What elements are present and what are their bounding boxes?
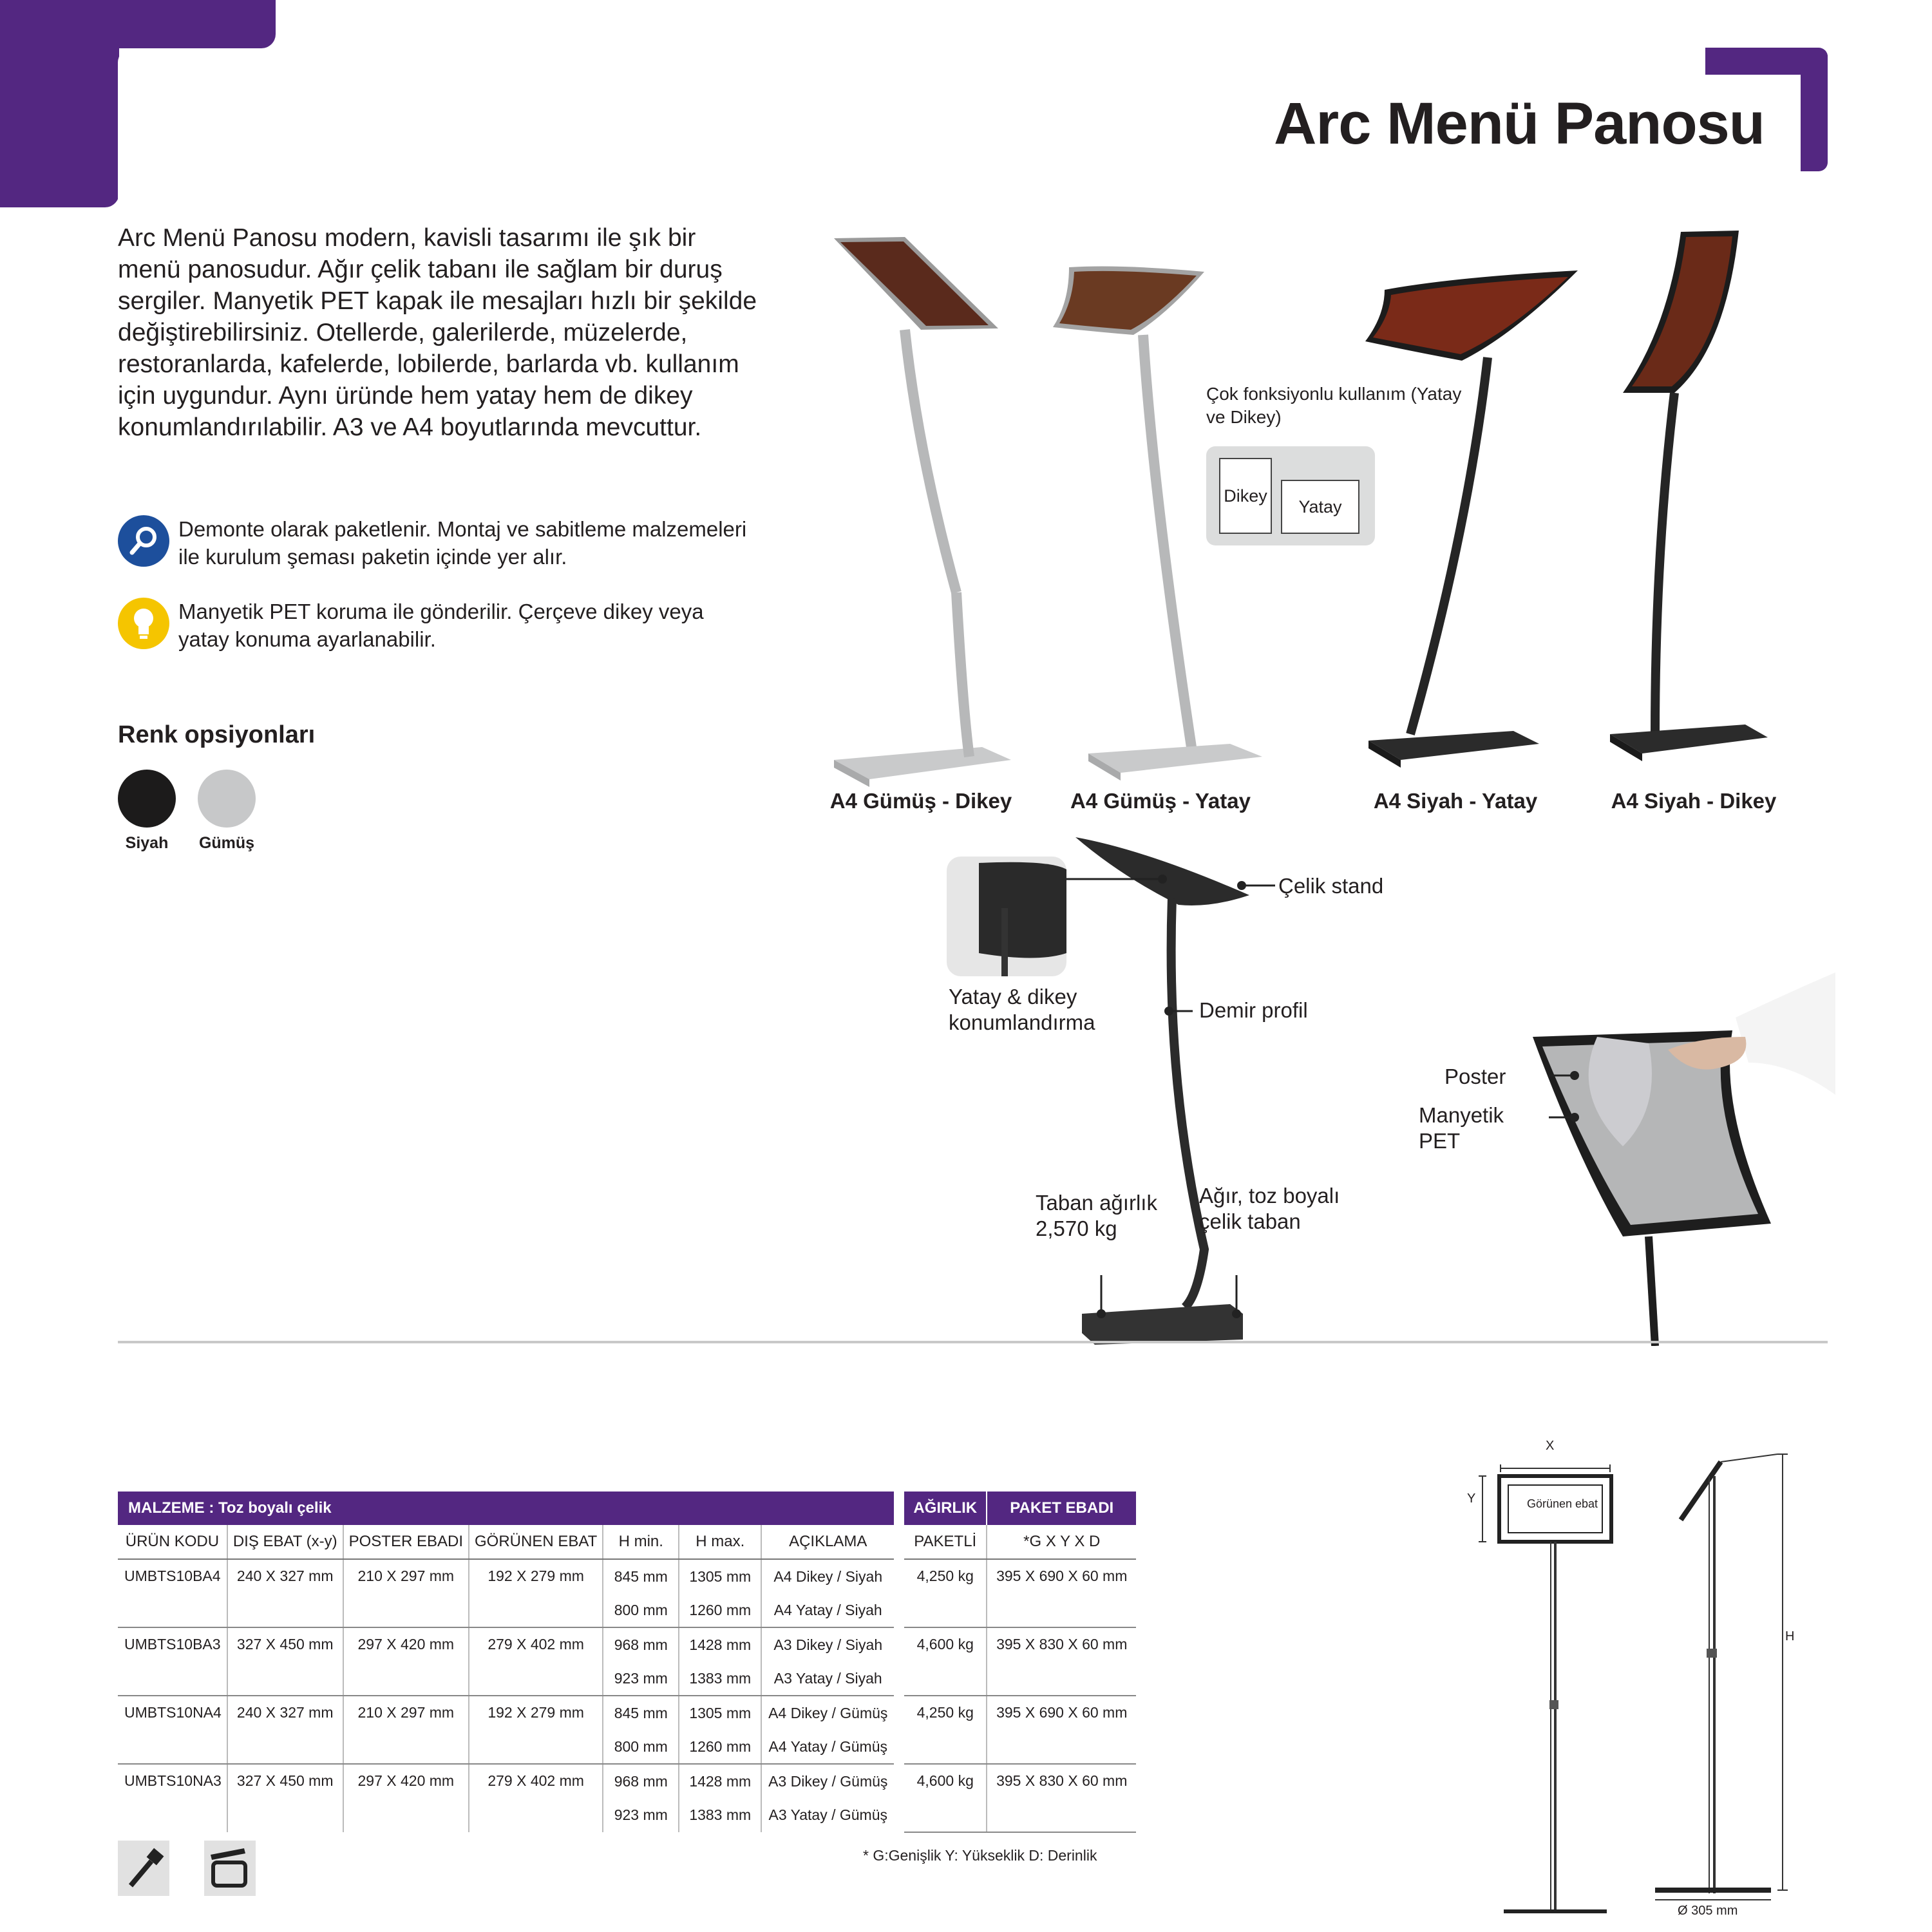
product-silver-vertical — [834, 237, 1011, 787]
product-caption: A4 Siyah - Dikey — [1611, 789, 1777, 813]
product-black-vertical — [1610, 231, 1768, 761]
product-caption: A4 Gümüş - Dikey — [829, 789, 1012, 813]
package-size: 395 X 690 X 60 mm — [987, 1696, 1136, 1764]
column-header: GÖRÜNEN EBAT — [469, 1525, 603, 1559]
h-min: 845 mm — [603, 1696, 679, 1730]
h-min: 923 mm — [603, 1662, 679, 1696]
lightbulb-icon — [118, 598, 169, 649]
h-min: 923 mm — [603, 1798, 679, 1832]
poster-size: 210 X 297 mm — [343, 1696, 469, 1764]
column-header: H min. — [603, 1525, 679, 1559]
h-max: 1305 mm — [679, 1696, 761, 1730]
h-min: 800 mm — [603, 1730, 679, 1764]
table-row — [118, 1764, 1136, 1798]
package-header: PAKET EBADI — [987, 1492, 1136, 1525]
orientation-illustration — [1206, 446, 1375, 545]
callout-steel-stand: Çelik stand — [1278, 874, 1384, 898]
description: A3 Dikey / Gümüş — [761, 1764, 894, 1798]
description: A4 Dikey / Siyah — [761, 1559, 894, 1593]
column-header: DIŞ EBAT (x-y) — [227, 1525, 343, 1559]
dimension-x-label: X — [1546, 1439, 1555, 1453]
color-label: Gümüş — [198, 834, 255, 852]
corner-cutout — [118, 48, 276, 207]
column-header: ÜRÜN KODU — [118, 1525, 227, 1559]
package-weight: 4,250 kg — [904, 1559, 987, 1627]
product-code: UMBTS10BA3 — [118, 1627, 227, 1696]
outer-size: 240 X 327 mm — [227, 1559, 343, 1627]
base-diameter-label: Ø 305 mm — [1678, 1904, 1738, 1918]
outer-size: 240 X 327 mm — [227, 1696, 343, 1764]
multi-use-title: Çok fonksiyonlu kullanım (Yatay ve Dikey) — [1206, 384, 1462, 427]
product-caption: A4 Siyah - Yatay — [1373, 789, 1538, 813]
product-code: UMBTS10NA4 — [118, 1696, 227, 1764]
h-min: 800 mm — [603, 1593, 679, 1627]
callout-magnetic-pet: Manyetik PET — [1419, 1103, 1504, 1153]
outer-size: 327 X 450 mm — [227, 1627, 343, 1696]
column-header: POSTER EBADI — [343, 1525, 469, 1559]
h-max: 1260 mm — [679, 1593, 761, 1627]
orientation-vertical: Dikey — [1219, 458, 1272, 534]
callout-base-weight: Taban ağırlık 2,570 kg — [1036, 1191, 1157, 1240]
weight-header: AĞIRLIK — [904, 1492, 987, 1525]
h-max: 1428 mm — [679, 1764, 761, 1798]
description: A3 Dikey / Siyah — [761, 1627, 894, 1662]
color-options-title: Renk opsiyonları — [118, 721, 316, 748]
callout-base-description: Ağır, toz boyalı çelik taban — [1199, 1184, 1340, 1233]
feature-magnetic — [118, 598, 762, 656]
callout-iron-profile: Demir profil — [1199, 998, 1308, 1022]
material-header: MALZEME : Toz boyalı çelik — [118, 1492, 894, 1525]
page-title: Arc Menü Panosu — [1273, 91, 1765, 156]
column-header: H max. — [679, 1525, 761, 1559]
clapperboard-icon — [204, 1841, 256, 1896]
h-min: 845 mm — [603, 1559, 679, 1593]
corner-decoration-top-left-bar — [0, 0, 119, 207]
description: A4 Yatay / Siyah — [761, 1593, 894, 1627]
package-weight: 4,600 kg — [904, 1627, 987, 1696]
color-label: Siyah — [125, 834, 169, 852]
visible-size: 279 X 402 mm — [469, 1627, 603, 1696]
description: A3 Yatay / Siyah — [761, 1662, 894, 1696]
poster-size: 210 X 297 mm — [343, 1559, 469, 1627]
wrench-icon — [118, 515, 169, 567]
dimension-y-label: Y — [1467, 1492, 1476, 1506]
dimension-h-label: H — [1785, 1629, 1795, 1643]
h-max: 1383 mm — [679, 1798, 761, 1832]
h-min: 968 mm — [603, 1627, 679, 1662]
visible-size: 279 X 402 mm — [469, 1764, 603, 1832]
feature-text: Demonte olarak paketlenir. Montaj ve sabitleme malzemeleri ile kurulum şeması paketin içinde yer alır. — [178, 517, 747, 569]
column-header: AÇIKLAMA — [761, 1525, 894, 1559]
package-weight: 4,250 kg — [904, 1696, 987, 1764]
table-footnote: * G:Genişlik Y: Yükseklik D: Derinlik — [863, 1847, 1097, 1864]
product-code: UMBTS10BA4 — [118, 1559, 227, 1627]
callout-positioning: Yatay & dikey konumlandırma — [949, 985, 1095, 1034]
intro-paragraph: Arc Menü Panosu modern, kavisli tasarımı ile şık bir menü panosudur. Ağır çelik tabanı ile sağlam bir duruş sergiler. Manyetik PET kapak ile mesajları hızlı bir şekilde değiştirebilirsiniz. Otellerde, galerilerde, müzelerde, restoranlarda, kafelerde, lobilerde, barlarda vb. kullanım için uygundur. Aynı üründe hem yatay hem de dikey konumlandırılabilir. A3 ve A4 boyutlarında mevcuttur. — [118, 224, 757, 441]
description: A4 Dikey / Gümüş — [761, 1696, 894, 1730]
h-max: 1383 mm — [679, 1662, 761, 1696]
h-max: 1428 mm — [679, 1627, 761, 1662]
visible-size: 192 X 279 mm — [469, 1696, 603, 1764]
callout-poster: Poster — [1444, 1065, 1506, 1088]
screw-icon — [118, 1841, 169, 1896]
poster-size: 297 X 420 mm — [343, 1764, 469, 1832]
column-header: *G X Y X D — [987, 1525, 1136, 1559]
product-caption: A4 Gümüş - Yatay — [1070, 789, 1251, 813]
description: A4 Yatay / Gümüş — [761, 1730, 894, 1764]
h-max: 1260 mm — [679, 1730, 761, 1764]
visible-area-label: Görünen ebat — [1526, 1497, 1598, 1510]
column-header: PAKETLİ — [904, 1525, 987, 1559]
package-size: 395 X 830 X 60 mm — [987, 1627, 1136, 1696]
feature-text: Manyetik PET koruma ile gönderilir. Çerçeve dikey veya yatay konuma ayarlanabilir. — [178, 600, 704, 651]
table-row — [118, 1696, 1136, 1730]
section-divider — [118, 1341, 1828, 1343]
orientation-horizontal: Yatay — [1281, 480, 1359, 534]
table-row — [118, 1559, 1136, 1593]
spec-table — [118, 1492, 1136, 1833]
feature-assembly — [118, 515, 762, 573]
visible-size: 192 X 279 mm — [469, 1559, 603, 1627]
package-size: 395 X 690 X 60 mm — [987, 1559, 1136, 1627]
table-row — [118, 1627, 1136, 1662]
package-weight: 4,600 kg — [904, 1764, 987, 1832]
product-black-horizontal — [1365, 270, 1578, 768]
color-swatch-silver — [198, 770, 256, 828]
color-swatch-black — [118, 770, 176, 828]
outer-size: 327 X 450 mm — [227, 1764, 343, 1832]
h-min: 968 mm — [603, 1764, 679, 1798]
poster-size: 297 X 420 mm — [343, 1627, 469, 1696]
detail-diagram — [940, 824, 1835, 1346]
description: A3 Yatay / Gümüş — [761, 1798, 894, 1832]
h-max: 1305 mm — [679, 1559, 761, 1593]
package-size: 395 X 830 X 60 mm — [987, 1764, 1136, 1832]
product-code: UMBTS10NA3 — [124, 1772, 222, 1789]
